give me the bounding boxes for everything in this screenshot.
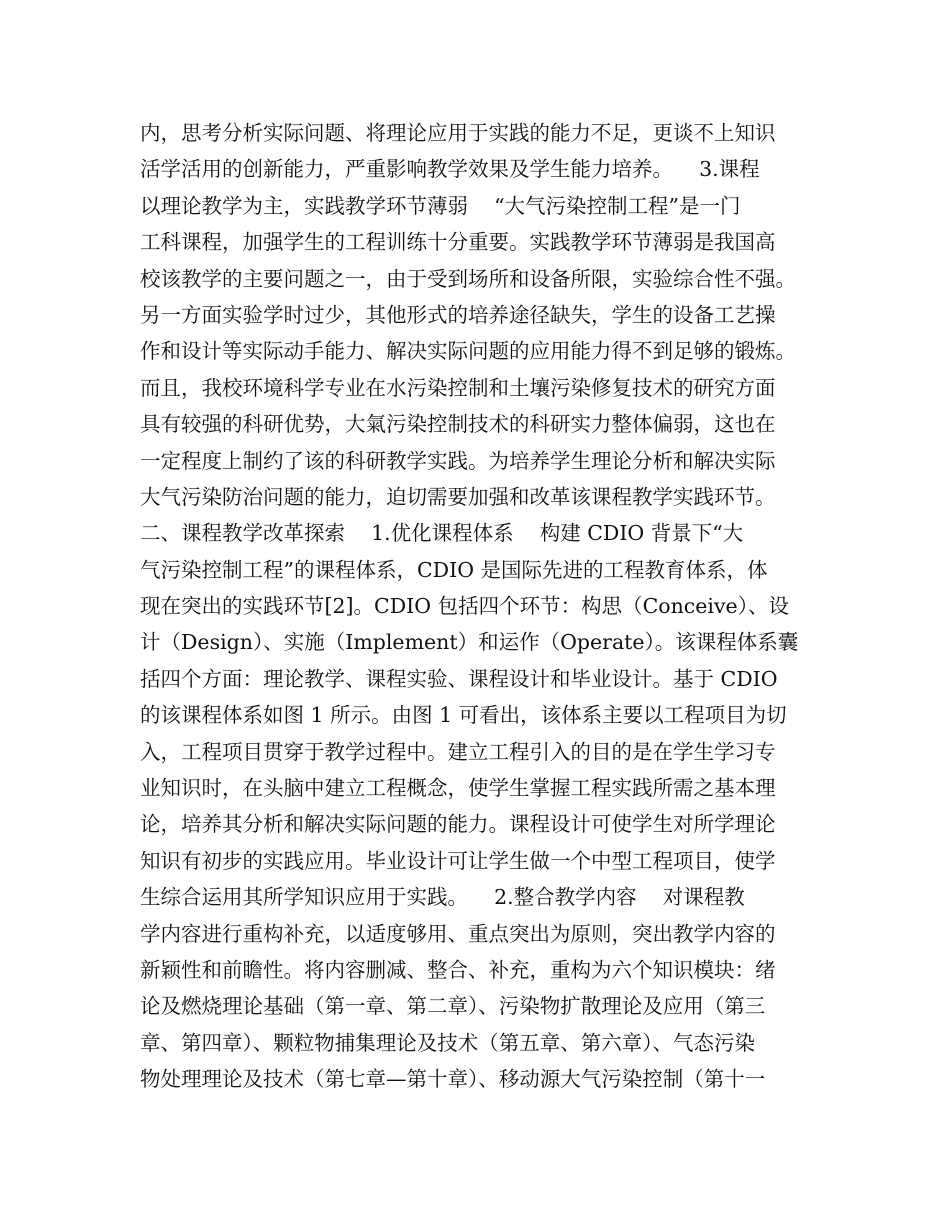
text-line: 作和设计等实际动手能力、解决实际问题的应用能力得不到足够的锻炼。 bbox=[140, 339, 796, 364]
text-line: 业知识时，在头脑中建立工程概念，使学生掌握工程实践所需之基本理 bbox=[140, 776, 776, 801]
text-line: 的该课程体系如图 1 所示。由图 1 可看出，该体系主要以工程项目为切 bbox=[140, 703, 787, 728]
text-line: 校该教学的主要问题之一，由于受到场所和设备所限，实验综合性不强。 bbox=[140, 266, 796, 291]
text-line: 现在突出的实践环节[2]。CDIO 包括四个环节：构思（Conceive）、设 bbox=[140, 594, 789, 619]
text-line: 内，思考分析实际问题、将理论应用于实践的能力不足，更谈不上知识 bbox=[140, 121, 776, 145]
text-line: 具有较强的科研优势，大氣污染控制技术的科研实力整体偏弱，这也在 bbox=[140, 412, 776, 437]
text-line: 章、第四章）、颗粒物捕集理论及技术（第五章、第六章）、气态污染 bbox=[140, 1030, 755, 1055]
text-line: 物处理理论及技术（第七章—第十章）、移动源大气污染控制（第十一 bbox=[140, 1067, 766, 1092]
text-line: 计（Design）、实施（Implement）和运作（Operate）。该课程体系囊 bbox=[140, 630, 799, 655]
text-line: 而且，我校环境科学专业在水污染控制和土壤污染修复技术的研究方面 bbox=[140, 375, 776, 400]
text-line: 大气污染防治问题的能力，迫切需要加强和改革该课程教学实践环节。 bbox=[140, 484, 776, 509]
text-line: 工科课程，加强学生的工程训练十分重要。实践教学环节薄弱是我国高 bbox=[140, 230, 776, 255]
text-line: 另一方面实验学时过少，其他形式的培养途径缺失，学生的设备工艺操 bbox=[140, 302, 776, 327]
text-line: 学内容进行重构补充，以适度够用、重点突出为原则，突出教学内容的 bbox=[140, 921, 776, 946]
text-line: 以理论教学为主，实践教学环节薄弱 “大气污染控制工程”是一门 bbox=[140, 193, 741, 218]
text-line: 活学活用的创新能力，严重影响教学效果及学生能力培养。 3.课程 bbox=[140, 157, 760, 182]
text-line: 论及燃烧理论基础（第一章、第二章）、污染物扩散理论及应用（第三 bbox=[140, 994, 766, 1019]
text-line: 生综合运用其所学知识应用于实践。 2.整合教学内容 对课程教 bbox=[140, 885, 745, 910]
text-line: 括四个方面：理论教学、课程实验、课程设计和毕业设计。基于 CDIO bbox=[140, 666, 778, 691]
text-line: 新颖性和前瞻性。将内容删减、整合、补充，重构为六个知识模块：绪 bbox=[140, 957, 776, 982]
text-line: 知识有初步的实践应用。毕业设计可让学生做一个中型工程项目，使学 bbox=[140, 848, 776, 873]
body-text bbox=[140, 115, 830, 1098]
text-line: 论，培养其分析和解决实际问题的能力。课程设计可使学生对所学理论 bbox=[140, 812, 776, 837]
text-line: 二、课程教学改革探索 1.优化课程体系 构建 CDIO 背景下“大 bbox=[140, 521, 744, 546]
text-line: 气污染控制工程”的课程体系，CDIO 是国际先进的工程教育体系，体 bbox=[140, 557, 768, 582]
text-line: 入，工程项目贯穿于教学过程中。建立工程引入的目的是在学生学习专 bbox=[140, 739, 776, 764]
text-line: 一定程度上制约了该的科研教学实践。为培养学生理论分析和解决实际 bbox=[140, 448, 776, 473]
